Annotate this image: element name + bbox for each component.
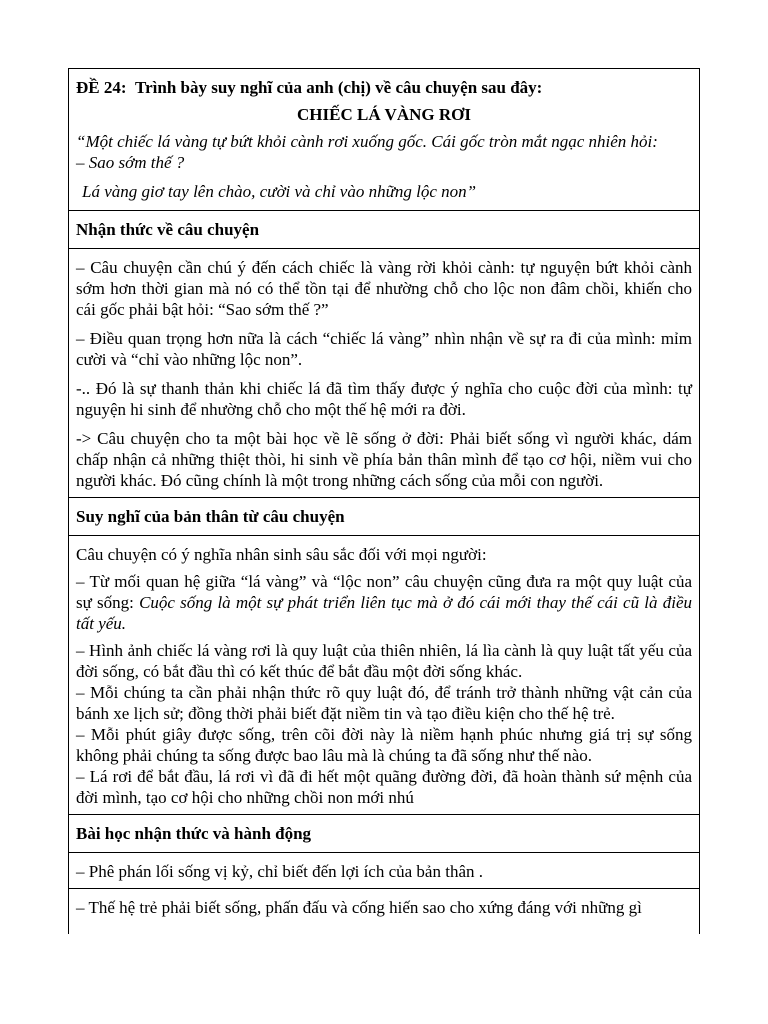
section-2-intro: Câu chuyện có ý nghĩa nhân sinh sâu sắc đối với mọi người: <box>76 545 487 564</box>
section-2-paragraph: – Mỗi chúng ta cần phải nhận thức rõ quy luật đó, để tránh trở thành những vật cản của bánh xe lịch sử; đồng thời phải biết đặt niềm tin và tạo điều kiện cho thế hệ trẻ. <box>76 683 692 723</box>
section-1-title-cell <box>69 211 699 249</box>
section-2-paragraph: – Mỗi phút giây được sống, trên cõi đời này là niềm hạnh phúc nhưng giá trị sự sống không phải chúng ta sống được bao lâu mà là chúng ta đã sống như thế nào. <box>76 725 692 765</box>
section-2-title-cell <box>69 498 699 536</box>
section-2-content-cell <box>69 536 699 815</box>
section-2-paragraph <box>76 571 692 634</box>
question-label: ĐỀ 24: <box>76 78 127 97</box>
section-3-content-cell-2 <box>69 889 699 924</box>
story-line-3: Lá vàng giơ tay lên chào, cười và chỉ vào những lộc non” <box>82 182 477 201</box>
question-cell <box>69 69 699 211</box>
section-3-title-cell <box>69 815 699 853</box>
section-1-paragraph: -.. Đó là sự thanh thản khi chiếc lá đã tìm thấy được ý nghĩa cho cuộc đời của mình: tự nguyện hi sinh để nhường chỗ cho một thế hệ mới ra đời. <box>76 379 692 419</box>
question-heading <box>76 77 692 98</box>
section-1-paragraph: – Điều quan trọng hơn nữa là cách “chiếc lá vàng” nhìn nhận về sự ra đi của mình: mỉm cười và “chỉ vào những lộc non”. <box>76 329 692 369</box>
section-1-title: Nhận thức về câu chuyện <box>76 220 260 239</box>
section-1-paragraph: – Câu chuyện cần chú ý đến cách chiếc là vàng rời khỏi cành: tự nguyện bứt khỏi cành sớm hơn thời gian mà nó có thể tồn tại để nhường chỗ cho lộc non đâm chồi, khiến cho cái gốc phải bật hỏi: “Sao sớm thế ?” <box>76 258 692 319</box>
section-2-paragraph: – Hình ảnh chiếc lá vàng rơi là quy luật của thiên nhiên, lá lìa cành là quy luật tất yếu của đời sống, có bắt đầu thì có kết thúc để bắt đầu một đời sống khác. <box>76 641 692 681</box>
section-2-paragraph-italic: Cuộc sống là một sự phát triển liên tục mà ở đó cái mới thay thế cái cũ là điều tất yếu. <box>76 593 692 633</box>
section-1-paragraph: -> Câu chuyện cho ta một bài học về lẽ sống ở đời: Phải biết sống vì người khác, dám chấp nhận cả những thiệt thòi, hi sinh về phía bản thân mình để tạo cơ hội, niềm vui cho người khác. Đó cũng chính là một trong những cách sống của mỗi con người. <box>76 429 692 490</box>
question-prompt: Trình bày suy nghĩ của anh (chị) về câu chuyện sau đây: <box>135 78 543 97</box>
section-2-paragraph: – Lá rơi để bắt đầu, lá rơi vì đã đi hết một quãng đường đời, đã hoàn thành sứ mệnh của đời mình, tạo cơ hội cho những chồi non mới nhú <box>76 767 692 807</box>
section-2-title: Suy nghĩ của bản thân từ câu chuyện <box>76 507 345 526</box>
section-3-paragraph: – Phê phán lối sống vị kỷ, chỉ biết đến lợi ích của bản thân . <box>76 862 483 881</box>
section-3-content-cell-1 <box>69 853 699 889</box>
document-table <box>68 68 700 934</box>
section-3-title: Bài học nhận thức và hành động <box>76 824 312 843</box>
story-line-1: “Một chiếc lá vàng tự bứt khỏi cành rơi xuống gốc. Cái gốc tròn mắt ngạc nhiên hỏi: <box>76 132 658 151</box>
section-3-paragraph: – Thế hệ trẻ phải biết sống, phấn đấu và cống hiến sao cho xứng đáng với những gì <box>76 898 642 917</box>
section-1-content-cell <box>69 249 699 498</box>
story-title: CHIẾC LÁ VÀNG RƠI <box>297 105 471 124</box>
section-2-paragraph-text: – Từ mối quan hệ giữa “lá vàng” và “lộc non” câu chuyện cũng đưa ra một quy luật của sự sống: <box>76 572 692 612</box>
story-line-2: – Sao sớm thế ? <box>76 153 185 172</box>
